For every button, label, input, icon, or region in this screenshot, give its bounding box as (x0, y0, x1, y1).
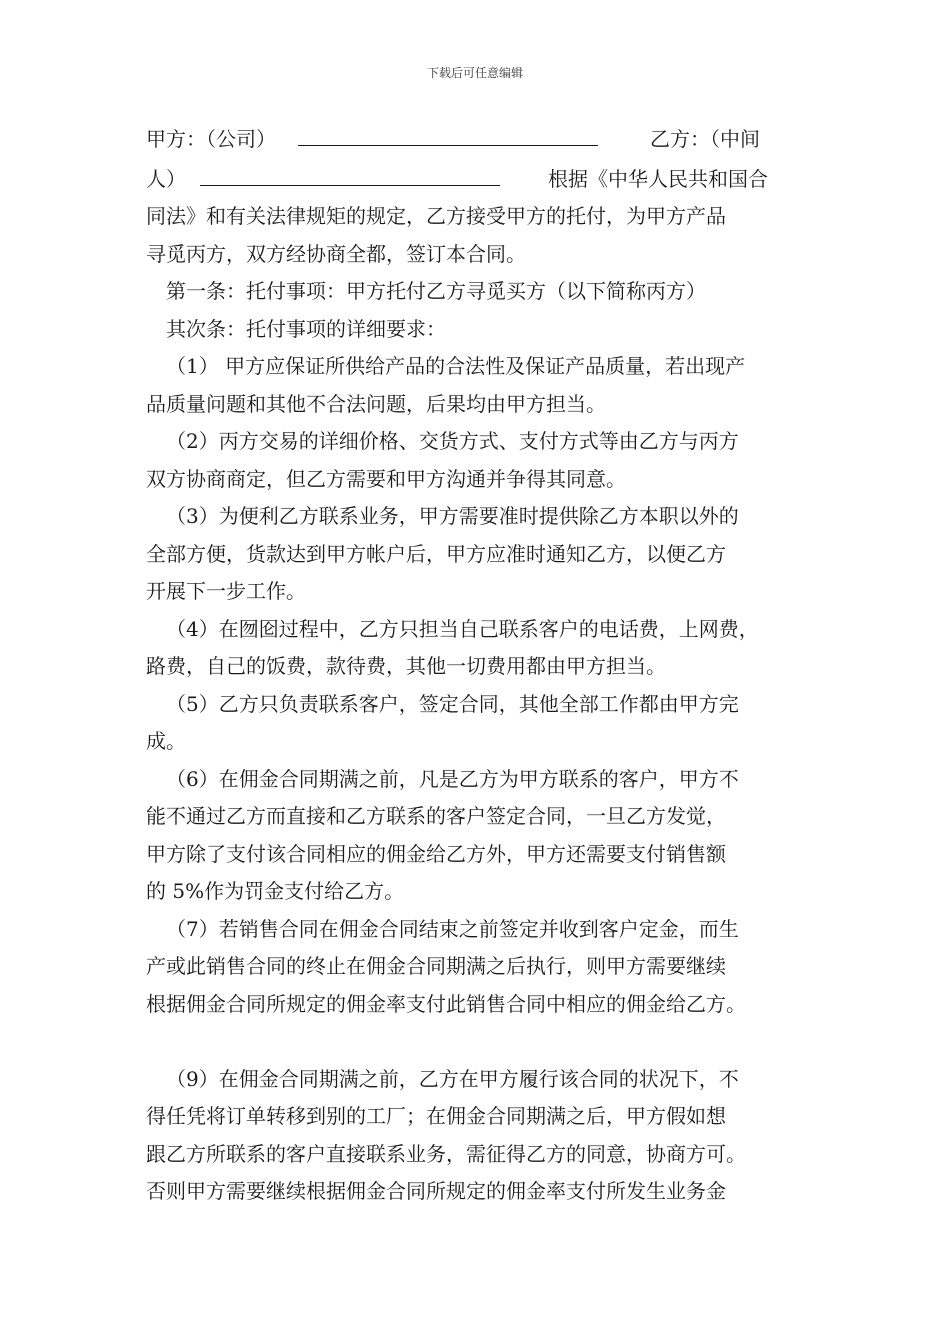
requirement-item (146, 686, 826, 761)
requirement-line: 双方协商商定，但乙方需要和甲方沟通并争得其同意。 (146, 466, 626, 491)
requirement-line: （3）为便利乙方联系业务，甲方需要准时提供除乙方本职以外的 (166, 504, 739, 528)
requirement-line: （9）在佣金合同期满之前，乙方在甲方履行该合同的状况下，不 (166, 1066, 739, 1091)
requirement-line: 全部方便，货款达到甲方帐户后，甲方应准时通知乙方，以便乙方 (146, 541, 726, 566)
requirement-item (146, 761, 826, 911)
party-line-2 (146, 159, 826, 199)
article-2: 其次条：托付事项的详细要求： (166, 316, 446, 341)
requirement-item (146, 911, 826, 1024)
requirement-line: 路费，自己的饭费，款待费，其他一切费用都由甲方担当。 (146, 654, 666, 678)
requirement-line: （5）乙方只负责联系客户，签定合同，其他全部工作都由甲方完 (166, 691, 739, 716)
requirement-line: （7）若销售合同在佣金合同结束之前签定并收到客户定金，而生 (166, 916, 739, 941)
intro-line-3: 寻觅丙方，双方经协商全都，签订本合同。 (146, 241, 526, 266)
requirement-line: 产或此销售合同的终止在佣金合同期满之后执行，则甲方需要继续 (146, 954, 726, 978)
party-a-blank (298, 119, 598, 146)
page-header: 下载后可任意编辑 (426, 66, 523, 80)
requirement-line: 能不通过乙方而直接和乙方联系的客户签定合同，一旦乙方发觉， (146, 804, 726, 828)
requirement-line: 的 5%作为罚金支付给乙方。 (146, 879, 405, 903)
requirement-line: 品质量问题和其他不合法问题，后果均由甲方担当。 (146, 391, 606, 416)
requirement-line: 甲方除了支付该合同相应的佣金给乙方外，甲方还需要支付销售额 (146, 841, 726, 866)
requirement-line: 否则甲方需要继续根据佣金合同所规定的佣金率支付所发生业务金 (146, 1179, 726, 1203)
requirement-line: 开展下一步工作。 (146, 579, 306, 603)
party-line-1 (146, 119, 826, 159)
requirement-item (146, 498, 826, 611)
requirement-line: 根据佣金合同所规定的佣金率支付此销售合同中相应的佣金给乙方。 (146, 991, 746, 1016)
party-a-label: 甲方：（公司） (146, 127, 276, 151)
requirement-item (146, 348, 826, 423)
intro-line-2: 同法》和有关法律规矩的规定，乙方接受甲方的托付，为甲方产品 (146, 204, 726, 228)
requirement-line: （4）在囫囵过程中，乙方只担当自己联系客户的电话费，上网费， (166, 616, 759, 641)
requirement-item (146, 423, 826, 498)
requirement-line: （1） 甲方应保证所供给产品的合法性及保证产品质量，若出现产 (166, 354, 746, 378)
contract-body (146, 119, 826, 1211)
intro-text: 根据《中华人民共和国合 (548, 166, 768, 191)
party-b-blank (200, 159, 500, 186)
requirement-item (146, 1061, 826, 1211)
party-b-label: 乙方：（中间 (650, 127, 760, 151)
party-b-label-cont: 人） (146, 166, 186, 191)
requirement-line: 跟乙方所联系的客户直接联系业务，需征得乙方的同意，协商方可。 (146, 1141, 746, 1166)
requirement-item (146, 611, 826, 686)
requirement-line: （2）丙方交易的详细价格、交货方式、支付方式等由乙方与丙方 (166, 429, 739, 453)
requirement-line: 成。 (146, 729, 186, 753)
requirement-line: 得任凭将订单转移到别的工厂；在佣金合同期满之后，甲方假如想 (146, 1104, 726, 1128)
article-1: 第一条：托付事项：甲方托付乙方寻觅买方（以下简称丙方） (166, 279, 706, 303)
paragraph-gap (146, 1023, 826, 1061)
requirement-list (146, 348, 826, 1211)
requirement-line: （6）在佣金合同期满之前，凡是乙方为甲方联系的客户，甲方不 (166, 766, 739, 791)
